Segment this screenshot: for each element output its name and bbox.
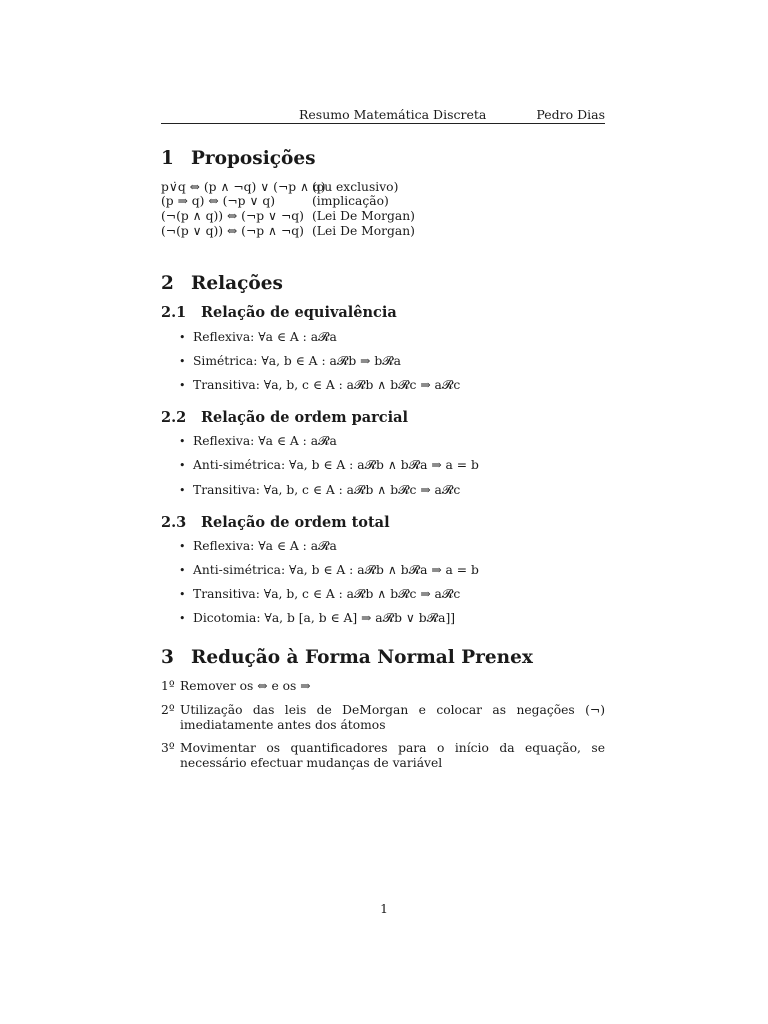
section-title: Relações (191, 273, 283, 294)
step-label: 2º (161, 703, 175, 717)
bullet-icon: • (179, 355, 186, 368)
section-heading-2 (161, 273, 283, 294)
subsection-heading-2-1 (161, 304, 397, 321)
list-item: Transitiva: ∀a, b, c ∈ A : a𝓡b ∧ b𝓡c ⇒ a𝓡c (193, 587, 461, 601)
list-item: Reflexiva: ∀a ∈ A : a𝓡a (193, 330, 337, 344)
bullet-icon: • (179, 379, 186, 392)
step-text: Remover os ⇔ e os ⇒ (180, 679, 311, 693)
list-item: Dicotomia: ∀a, b [a, b ∈ A] ⇒ a𝓡b ∨ b𝓡a]] (193, 611, 456, 625)
subsection-number: 2.2 (161, 409, 187, 426)
section-number: 3 (161, 647, 174, 668)
header-rule (161, 123, 605, 124)
prenex-step (161, 679, 605, 695)
subsection-number: 2.1 (161, 304, 187, 321)
step-text: Utilização das leis de DeMorgan e colocar as negações (¬) imediatamente antes dos átomos (180, 703, 605, 732)
prenex-step (161, 741, 605, 773)
formula-xor-note: (ou exclusivo) (312, 180, 399, 194)
subsection-heading-2-2 (161, 409, 408, 426)
bullet-icon: • (179, 564, 186, 577)
subsection-title: Relação de ordem parcial (201, 409, 409, 426)
section-number: 1 (161, 148, 174, 169)
formula-implication-note: (implicação) (312, 194, 389, 208)
list-item: Reflexiva: ∀a ∈ A : a𝓡a (193, 539, 337, 553)
bullet-icon: • (179, 435, 186, 448)
step-label: 3º (161, 741, 175, 755)
subsection-heading-2-3 (161, 514, 390, 531)
bullet-icon: • (179, 540, 186, 553)
running-header (161, 106, 605, 124)
list-item: Transitiva: ∀a, b, c ∈ A : a𝓡b ∧ b𝓡c ⇒ a𝓡c (193, 483, 461, 497)
page-number: 1 (380, 902, 388, 916)
step-text: Movimentar os quantificadores para o início da equação, se necessário efectuar mudanças de variável (180, 741, 605, 770)
formula-implication: (p ⇒ q) ⇔ (¬p ∨ q) (161, 194, 276, 208)
subsection-title: Relação de ordem total (201, 514, 390, 531)
section-title: Proposições (191, 148, 316, 169)
section-heading-3 (161, 647, 533, 668)
bullet-icon: • (179, 459, 186, 472)
formula-demorgan-1-note: (Lei De Morgan) (312, 209, 415, 223)
step-label: 1º (161, 679, 175, 693)
bullet-icon: • (179, 612, 186, 625)
list-item: Simétrica: ∀a, b ∈ A : a𝓡b ⇒ b𝓡a (193, 354, 402, 368)
subsection-title: Relação de equivalência (201, 304, 397, 321)
formula-xor: p∨̇q ⇔ (p ∧ ¬q) ∨ (¬p ∧ q) (161, 180, 326, 194)
list-item: Transitiva: ∀a, b, c ∈ A : a𝓡b ∧ b𝓡c ⇒ a𝓡c (193, 378, 461, 392)
formula-demorgan-1: (¬(p ∧ q)) ⇔ (¬p ∨ ¬q) (161, 209, 304, 223)
list-item: Reflexiva: ∀a ∈ A : a𝓡a (193, 434, 337, 448)
bullet-icon: • (179, 484, 186, 497)
formula-demorgan-2: (¬(p ∨ q)) ⇔ (¬p ∧ ¬q) (161, 224, 304, 238)
section-number: 2 (161, 273, 174, 294)
subsection-number: 2.3 (161, 514, 187, 531)
formula-demorgan-2-note: (Lei De Morgan) (312, 224, 415, 238)
bullet-icon: • (179, 331, 186, 344)
section-heading-1 (161, 148, 316, 169)
bullet-icon: • (179, 588, 186, 601)
section-title: Redução à Forma Normal Prenex (191, 647, 533, 668)
header-title: Resumo Matemática Discreta (299, 107, 487, 122)
list-item: Anti-simétrica: ∀a, b ∈ A : a𝓡b ∧ b𝓡a ⇒ a = b (193, 563, 479, 577)
list-item: Anti-simétrica: ∀a, b ∈ A : a𝓡b ∧ b𝓡a ⇒ a = b (193, 458, 479, 472)
header-author: Pedro Dias (536, 107, 605, 122)
prenex-step (161, 703, 605, 735)
